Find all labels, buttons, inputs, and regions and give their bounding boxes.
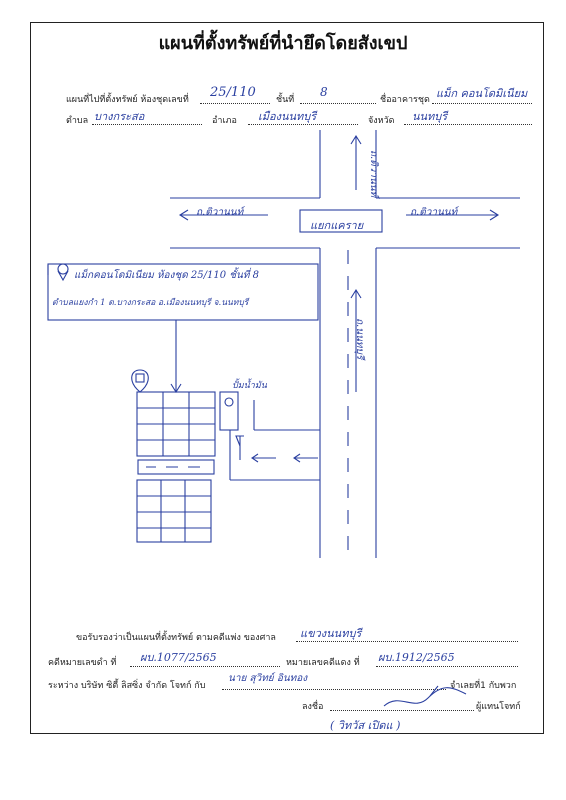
- dotted-line: [432, 103, 532, 104]
- label-black-case: คดีหมายเลขดำ ที่: [48, 658, 117, 668]
- building-pin-icon: [132, 370, 149, 392]
- road-left-label: ถ.ติวานนท์: [196, 207, 244, 218]
- property-no-value: 25/110: [210, 85, 256, 100]
- callout-line-1: แม็กคอนโดมิเนียม ห้องชุด 25/110 ชั้นที่ 8: [74, 270, 260, 281]
- label-red-case: หมายเลขคดีแดง ที่: [286, 658, 360, 668]
- road-top-label: ถ.ติวานนท์: [368, 150, 379, 198]
- building-value: แม็ก คอนโดมิเนียม: [436, 87, 528, 100]
- label-signer-role: ผู้แทนโจทก์: [476, 702, 521, 712]
- label-certify: ขอรับรองว่าเป็นแผนที่ตั้งทรัพย์ ตามคดีแพ่ง ของศาล: [76, 633, 276, 643]
- dotted-line: [200, 103, 270, 104]
- subdistrict-value: บางกระสอ: [94, 110, 145, 123]
- label-defendant-role: จำเลยที่1 กับพวก: [450, 681, 517, 691]
- label-province: จังหวัด: [368, 116, 395, 126]
- junction-label: แยกแคราย: [310, 219, 364, 232]
- label-building: ชื่ออาคารชุด: [380, 95, 430, 105]
- black-case-value: ผบ.1077/2565: [140, 651, 217, 664]
- label-floor: ชั้นที่: [276, 95, 295, 105]
- dotted-line: [300, 103, 376, 104]
- dotted-line: [376, 666, 518, 667]
- label-sign: ลงชื่อ: [302, 702, 324, 712]
- gas-station-icon: [220, 392, 238, 430]
- page-title: แผนที่ตั้งทรัพย์ที่นำยึดโดยสังเขป: [158, 33, 408, 54]
- road-bottom-label: ถ.นนทบุรี: [354, 318, 365, 360]
- signer-name: ( วิทวัส เปิดแ ): [330, 719, 401, 732]
- building-grid-bottom: [137, 480, 211, 542]
- arrow-north-icon: [351, 136, 361, 190]
- label-property-no: แผนที่ไปที่ตั้งทรัพย์ ห้องชุดเลขที่: [66, 95, 189, 105]
- court-value: แขวงนนทบุรี: [300, 627, 362, 640]
- arrow-west-icon: [252, 454, 318, 462]
- side-road: [230, 400, 320, 480]
- district-value: เมืองนนทบุรี: [258, 110, 317, 123]
- province-value: นนทบุรี: [412, 110, 448, 123]
- signature-mark: [380, 676, 470, 716]
- label-district: อำเภอ: [212, 116, 237, 126]
- road-right-label: ถ.ติวานนท์: [410, 207, 458, 218]
- dotted-line: [130, 666, 280, 667]
- location-pin-icon: [58, 264, 68, 280]
- defendant-value: นาย สุวิทย์ อินทอง: [228, 673, 308, 684]
- small-building: [138, 460, 214, 474]
- callout-line-2: ตำบลแยงกำ 1 ต.บางกระสอ อ.เมืองนนทบุรี จ.นนทบุรี: [52, 298, 249, 308]
- hand-drawn-map: [30, 130, 540, 570]
- gas-station-label: ปั้มน้ำมัน: [232, 381, 267, 391]
- red-case-value: ผบ.1912/2565: [378, 651, 455, 664]
- label-subdistrict: ตำบล: [66, 116, 89, 126]
- condo-building-grid: [137, 392, 215, 456]
- label-between: ระหว่าง บริษัท ซิตี้ ลิสซิ่ง จำกัด โจทก์ กับ: [48, 681, 206, 691]
- floor-value: 8: [320, 85, 328, 99]
